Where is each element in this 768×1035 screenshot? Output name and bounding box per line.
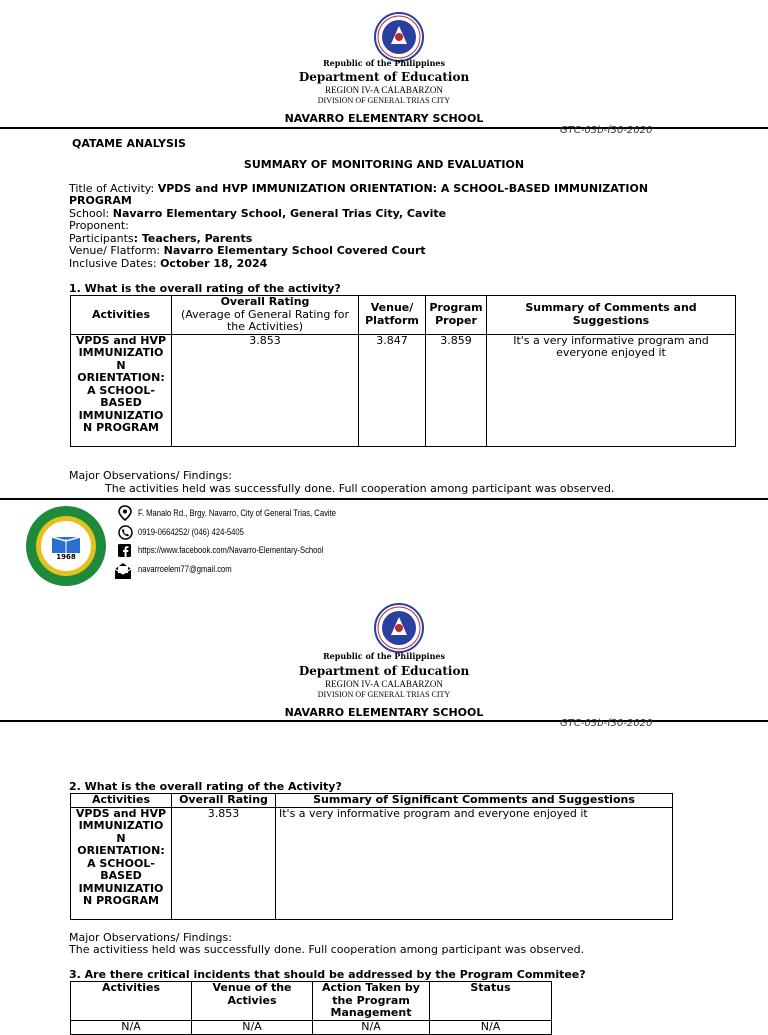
incidents-table bbox=[70, 981, 552, 1035]
th-program: Program Proper bbox=[426, 296, 487, 335]
school-value: Navarro Elementary School, General Trias City, Cavite bbox=[112, 207, 447, 220]
th-activities: Activities bbox=[71, 296, 172, 335]
republic-text: Republic of the Philippines bbox=[322, 58, 445, 68]
cell-summary: It's a very informative program and everyone enjoyed it bbox=[487, 334, 736, 446]
division-text-2: DIVISION OF GENERAL TRIAS CITY bbox=[317, 690, 451, 699]
title-value-cont: PROGRAM bbox=[69, 194, 132, 207]
dates-value: October 18, 2024 bbox=[160, 257, 268, 270]
doc-code: GTC-03b-f30-2020 bbox=[560, 125, 653, 136]
question-2: 2. What is the overall rating of the Activity? bbox=[69, 780, 342, 793]
th2-summary: Summary of Significant Comments and Suggestions bbox=[276, 794, 673, 808]
phone-icon bbox=[118, 525, 133, 543]
th3-action: Action Taken by the Program Management bbox=[313, 982, 430, 1021]
th-overall-sub: (Average of General Rating for the Activities) bbox=[181, 307, 349, 333]
participants-label: Participants bbox=[69, 232, 134, 245]
facebook-icon bbox=[118, 544, 131, 560]
dates-line bbox=[69, 258, 267, 271]
question-3: 3. Are there critical incidents that should be addressed by the Program Commitee? bbox=[69, 968, 586, 981]
venue-value: Navarro Elementary School Covered Court bbox=[163, 244, 426, 257]
th3-venue: Venue of the Activies bbox=[192, 982, 313, 1021]
header-divider-2 bbox=[0, 720, 768, 722]
observations-label-1: Major Observations/ Findings: bbox=[69, 469, 232, 482]
cell3-action: N/A bbox=[313, 1020, 430, 1034]
location-icon bbox=[118, 505, 132, 524]
summary-title: SUMMARY OF MONITORING AND EVALUATION bbox=[243, 158, 525, 171]
th3-status: Status bbox=[430, 982, 552, 1021]
dates-label: Inclusive Dates: bbox=[69, 257, 161, 270]
footer-divider bbox=[0, 498, 768, 500]
venue-line bbox=[69, 245, 426, 258]
region-text-2: REGION IV-A CALABARZON bbox=[325, 679, 443, 689]
cell-venue: 3.847 bbox=[359, 334, 426, 446]
th-overall bbox=[172, 296, 359, 335]
facebook-link[interactable]: https://www.facebook.com/Navarro-Elementary-School bbox=[138, 545, 324, 555]
region-text: REGION IV-A CALABARZON bbox=[325, 85, 443, 95]
school-label: School: bbox=[69, 207, 113, 220]
school-name-2: NAVARRO ELEMENTARY SCHOOL bbox=[284, 706, 484, 719]
email-text[interactable]: navarroelem77@gmail.com bbox=[138, 564, 232, 574]
header-divider bbox=[0, 127, 768, 129]
department-text-2: Department of Education bbox=[298, 664, 470, 678]
analysis-label: QATAME ANALYSIS bbox=[72, 137, 186, 150]
table-row bbox=[71, 334, 736, 446]
cell2-overall: 3.853 bbox=[172, 807, 276, 919]
cell3-venue: N/A bbox=[192, 1020, 313, 1034]
republic-text-2: Republic of the Philippines bbox=[322, 651, 445, 661]
table-row bbox=[71, 1020, 552, 1034]
cell3-activities: N/A bbox=[71, 1020, 192, 1034]
division-text: DIVISION OF GENERAL TRIAS CITY bbox=[317, 96, 451, 105]
deped-seal-icon-2 bbox=[374, 603, 424, 653]
email-icon bbox=[113, 562, 133, 583]
address-text: F. Manalo Rd., Brgy. Navarro, City of General Trias, Cavite bbox=[138, 508, 336, 518]
logo-year: 1968 bbox=[53, 553, 79, 561]
th3-activities: Activities bbox=[71, 982, 192, 1021]
observations-text-1: The activities held was successfully done. Full cooperation among participant was observed. bbox=[105, 482, 615, 495]
participants-value: : Teachers, Parents bbox=[133, 232, 253, 245]
doc-code-2: GTC-03b-f30-2020 bbox=[560, 718, 653, 729]
school-logo-icon bbox=[25, 505, 107, 587]
observations-label-2: Major Observations/ Findings: bbox=[69, 931, 232, 944]
school-name: NAVARRO ELEMENTARY SCHOOL bbox=[284, 112, 484, 125]
cell-activity: VPDS and HVP IMMUNIZATIO N ORIENTATION: A SCHOOL-BASED IMMUNIZATIO N PROGRAM bbox=[71, 334, 172, 446]
cell-program: 3.859 bbox=[426, 334, 487, 446]
th-venue: Venue/ Platform bbox=[359, 296, 426, 335]
venue-label: Venue/ Flatform: bbox=[69, 244, 164, 257]
table-row bbox=[71, 807, 673, 919]
title-value: VPDS and HVP IMMUNIZATION ORIENTATION: A SCHOOL-BASED IMMUNIZATION bbox=[157, 182, 649, 195]
question-1: 1. What is the overall rating of the activity? bbox=[69, 282, 341, 295]
th2-overall: Overall Rating bbox=[172, 794, 276, 808]
th-overall-title: Overall Rating bbox=[220, 295, 310, 308]
th-summary: Summary of Comments and Suggestions bbox=[487, 296, 736, 335]
observations-text-2: The activitiess held was successfully done. Full cooperation among participant was observed. bbox=[69, 943, 585, 956]
rating-table-1 bbox=[70, 295, 736, 447]
cell3-status: N/A bbox=[430, 1020, 552, 1034]
cell2-summary: It's a very informative program and everyone enjoyed it bbox=[276, 807, 673, 919]
deped-seal-icon bbox=[374, 12, 424, 62]
department-text: Department of Education bbox=[298, 70, 470, 84]
cell-overall: 3.853 bbox=[172, 334, 359, 446]
th2-activities: Activities bbox=[71, 794, 172, 808]
phone-text: 0919-0664252/ (046) 424-5405 bbox=[138, 527, 244, 537]
title-label: Title of Activity: bbox=[69, 182, 158, 195]
rating-table-2 bbox=[70, 793, 673, 920]
proponent-line: Proponent: bbox=[69, 219, 129, 232]
cell2-activity: VPDS and HVP IMMUNIZATIO N ORIENTATION: A SCHOOL-BASED IMMUNIZATIO N PROGRAM bbox=[71, 807, 172, 919]
activity-title-line bbox=[69, 183, 709, 196]
